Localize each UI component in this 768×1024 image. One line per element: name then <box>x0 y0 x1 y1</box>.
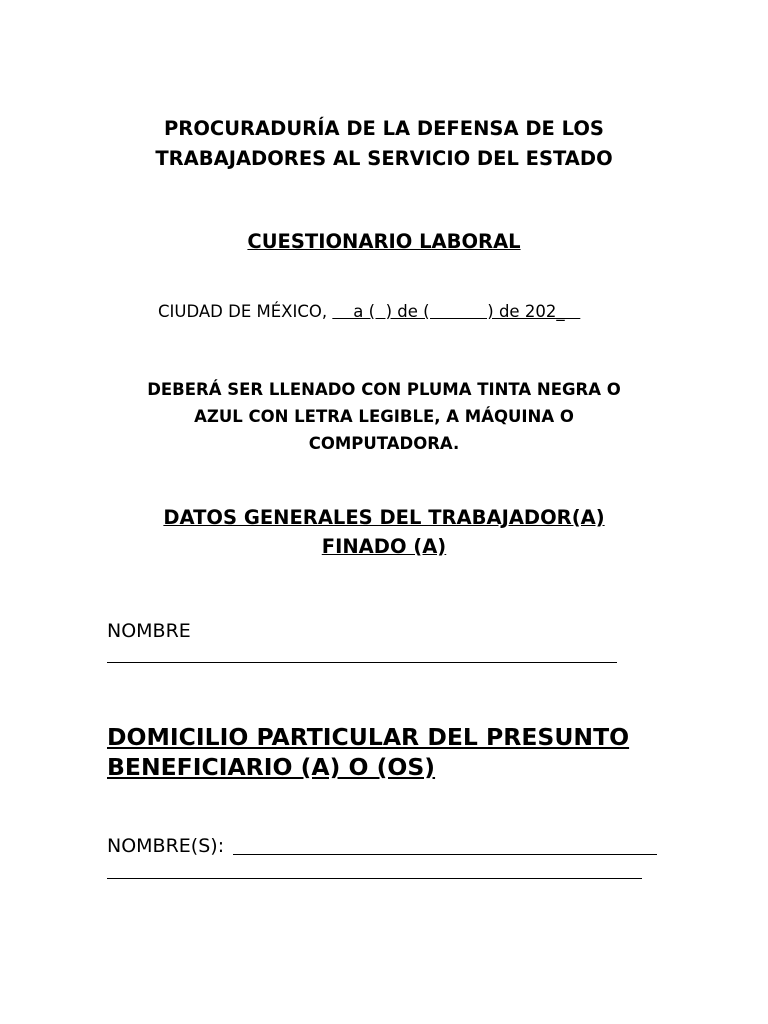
date-city: CIUDAD DE MÉXICO, <box>158 302 328 321</box>
date-line <box>158 300 580 324</box>
instructions-line-2: AZUL CON LETRA LEGIBLE, A MÁQUINA O <box>194 407 574 426</box>
section-worker-line-2: FINADO (A) <box>321 535 447 558</box>
fill-instructions <box>0 376 768 457</box>
beneficiary-name-label: NOMBRE(S): <box>107 835 225 857</box>
institution-title <box>0 114 768 174</box>
beneficiary-name-field-1[interactable] <box>233 854 657 855</box>
date-fill-field[interactable]: a ( ) de ( ) de 202_ <box>332 302 581 321</box>
section-worker-heading <box>0 503 768 561</box>
section-beneficiary-line-2: BENEFICIARIO (A) O (OS) <box>107 753 436 781</box>
instructions-line-3: COMPUTADORA. <box>308 434 460 453</box>
institution-title-line-1: PROCURADURÍA DE LA DEFENSA DE LOS <box>164 117 604 140</box>
section-worker-line-1: DATOS GENERALES DEL TRABAJADOR(A) <box>163 506 605 529</box>
worker-name-field[interactable] <box>107 662 617 663</box>
beneficiary-name-field-2[interactable] <box>107 878 642 879</box>
document-subtitle: CUESTIONARIO LABORAL <box>247 230 521 253</box>
institution-title-line-2: TRABAJADORES AL SERVICIO DEL ESTADO <box>155 147 613 170</box>
instructions-line-1: DEBERÁ SER LLENADO CON PLUMA TINTA NEGRA O <box>147 380 621 399</box>
section-beneficiary-line-1: DOMICILIO PARTICULAR DEL PRESUNTO <box>107 723 630 751</box>
section-beneficiary-heading <box>107 722 747 782</box>
worker-name-label: NOMBRE <box>107 620 191 642</box>
